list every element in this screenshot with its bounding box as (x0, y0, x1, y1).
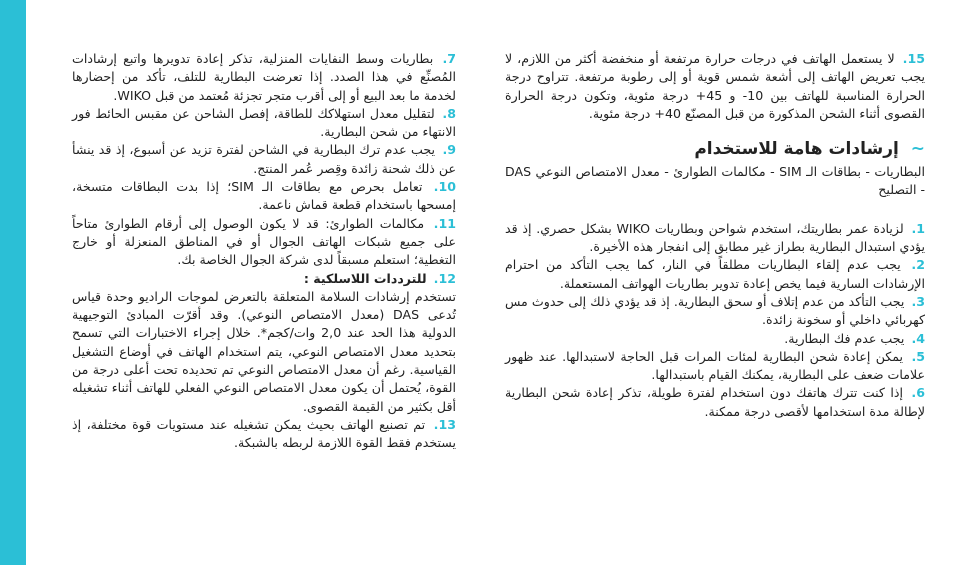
list-item (72, 50, 456, 105)
item-text: يجب عدم فك البطارية. (784, 330, 905, 346)
item-number: 4. (911, 330, 925, 346)
item-text: لزيادة عمر بطاريتك، استخدم شواحن وبطاريات WIKO بشكل حصري. إذ قد يؤدي استبدال البطارية بطراز غير مطابق إلى انفجار هذه الأخيرة. (505, 220, 925, 255)
item-number: 7. (442, 51, 456, 66)
list-item (72, 105, 456, 142)
item-text: تم تصنيع الهاتف بحيث يمكن تشغيله عند مستويات قوة مختلفة، إذ يستخدم فقط القوة اللازمة لربطه بالشبكة. (72, 416, 456, 451)
list-item (505, 330, 925, 348)
item-text: لتقليل معدل استهلاكك للطاقة، إفصل الشاحن عن مقبس الحائط فور الانتهاء من شحن البطارية. (72, 105, 456, 140)
item-text: يجب عدم ترك البطارية في الشاحن لفترة تزيد عن أسبوع، إذ قد ينشأ عن ذلك شحنة زائدة وقِصر عُمر المنتج. (72, 142, 456, 176)
item-text: يجب عدم إلقاء البطاريات مطلقاً في النار، كما يجب التأكد من احترام الإرشادات السارية فيما يخص إعادة تدوير بطاريات الهواتف المستعملة. (505, 257, 925, 291)
item-number: 1. (911, 220, 925, 236)
accent-sidebar-bar (0, 0, 26, 565)
item-number: 2. (911, 257, 925, 273)
list-item (505, 384, 925, 421)
item-text: يمكن إعادة شحن البطارية لمئات المرات قبل الحاجة لاستبدالها. عند ظهور علامات ضعف على البطارية، يمكنك القيام باستبدالها. (505, 348, 925, 383)
item-text: بطاريات وسط النفايات المنزلية، تذكر إعادة تدويرها واتبع إرشادات المُصنِّع في هذا الصدد. إذا تعرضت البطارية للتلف، تأكد من إحضارها لخدمة ما بعد البيع أو إلى أقرب متجر تجزئة مُعتمد من قبل WIKO. (72, 51, 456, 103)
right-column (505, 50, 925, 421)
list-item (505, 293, 925, 330)
item-number: 10. (433, 179, 456, 195)
item-number: 8. (442, 105, 456, 121)
item-text: إذا كنت تترك هاتفك دون استخدام لفترة طويلة، تذكر إعادة شحن البطارية لإطالة مدة استخدامها لأقصى درجة ممكنة. (505, 385, 925, 419)
list-item (505, 50, 925, 123)
item-number: 5. (911, 348, 925, 364)
item-number: 3. (911, 293, 925, 309)
item-title: للترددات اللاسلكية : (303, 270, 427, 286)
item-number: 13. (433, 416, 456, 432)
list-item (505, 220, 925, 257)
list-item (72, 141, 456, 178)
item-number: 6. (911, 385, 925, 401)
item-text: مكالمات الطوارئ: قد لا يكون الوصول إلى أرقام الطوارئ متاحاً على جميع شبكات الهاتف الجوال أو في المناطق المنعزلة أو خارج التغطية؛ استعلم مسبقاً لدى شركة الجوال الخاصة بك. (72, 215, 456, 268)
list-item (505, 256, 925, 293)
list-item (72, 178, 456, 215)
section-subtitle: البطاريات - بطاقات الـ SIM - مكالمات الطوارئ - معدل الامتصاص النوعي DAS - التصليح (505, 164, 925, 198)
section-heading (505, 137, 925, 161)
item-text: لا يستعمل الهاتف في درجات حرارة مرتفعة أو منخفضة أكثر من اللازم، لا يجب تعريض الهاتف إلى أشعة شمس قوية أو إلى رطوبة مرتفعة. تتراوح درجة الحرارة المناسبة للهاتف بين 10- و 45+ درجة مئوية، وتكون درجة الحرارة القصوى أثناء الشحن المذكورة من قبل المصنّع 40+ درجة مئوية. (505, 51, 926, 121)
heading-text: إرشادات هامة للاستخدام (694, 139, 899, 160)
list-item (505, 348, 925, 385)
item-number: 11. (433, 215, 456, 231)
item-text: يجب التأكد من عدم إتلاف أو سحق البطارية. إذ قد يؤدي ذلك إلى حدوث مس كهربائي داخلي أو سخونة زائدة. (505, 293, 925, 328)
left-column (72, 50, 456, 453)
list-item (72, 215, 456, 270)
item-number: 12. (433, 270, 456, 286)
item-body-text: تستخدم إرشادات السلامة المتعلقة بالتعرض لموجات الراديو وحدة قياس تُدعى DAS (معدل الامتصاص النوعي). وقد أقرّت المبادئ التوجيهية الدولية هذا الحد عند 2,0 وات/كجم*. خلال إجراء الاختبارات التي تسمح بتحديد معدل الامتصاص النوعي، يتم استخدام الهاتف في أوضاع التشغيل القياسية. رغم أن معدل الامتصاص النوعي تم تحديده تحت أعلى درجة من القوة، يُحتمل أن يكون معدل الامتصاص النوعي الفعلي للهاتف أثناء تشغيله أقل بكثير من القيمة القصوى. (72, 288, 457, 414)
tilde-icon: ~ (910, 139, 925, 160)
item-text: تعامل بحرص مع بطاقات الـ SIM؛ إذا بدت البطاقات متسخة، إمسحها باستخدام قطعة قماش ناعمة. (72, 179, 456, 213)
item-number: 9. (442, 142, 456, 158)
list-item (72, 416, 456, 453)
item-number: 15. (902, 51, 925, 66)
list-item (72, 270, 456, 288)
